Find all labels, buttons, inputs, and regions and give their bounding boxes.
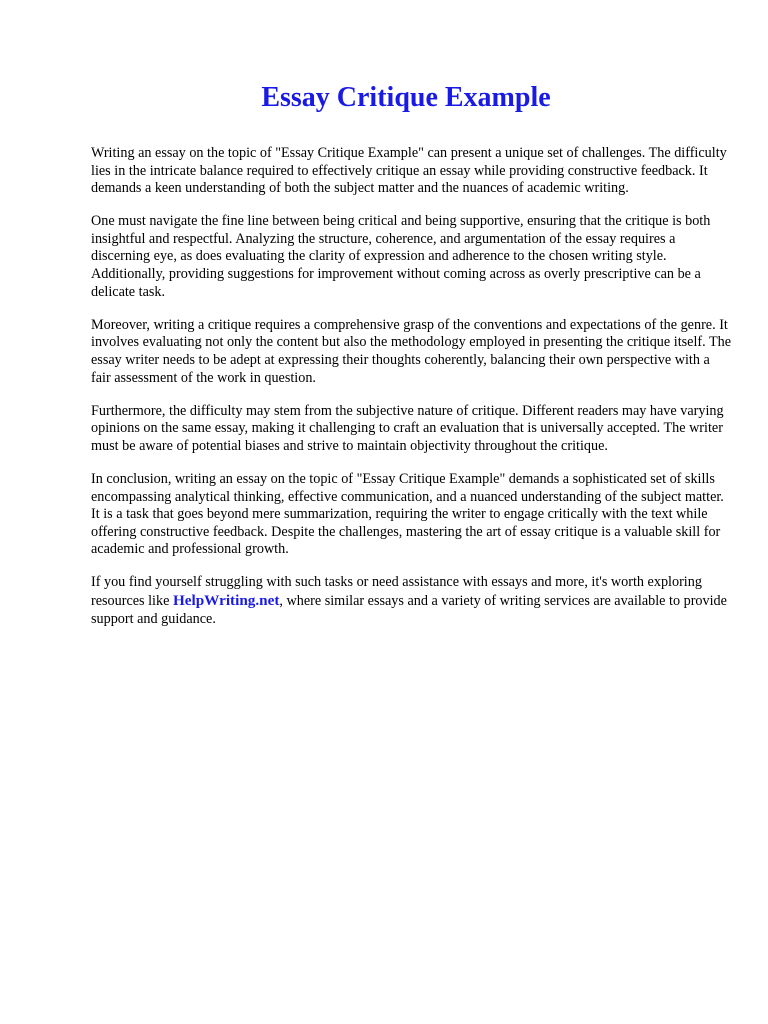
paragraph-1: Writing an essay on the topic of "Essay Critique Example" can present a unique set of challenges. The difficulty lies in the intricate balance required to effectively critique an essay while providing constructive feedback. It demands a keen understanding of both the subject matter and the nuances of academic writing. [91,145,727,197]
paragraph-4: Furthermore, the difficulty may stem from the subjective nature of critique. Different readers may have varying opinions on the same essay, making it challenging to craft an evaluation that is universally accepted. The writer must be aware of potential biases and strive to maintain objectivity throughout the critique. [91,402,724,454]
paragraph-2: One must navigate the fine line between being critical and being supportive, ensuring that the critique is both insightful and respectful. Analyzing the structure, coherence, and argumentation of the essay requires a discerning eye, as does evaluating the clarity of expression and adherence to the chosen writing style. Additionally, providing suggestions for improvement without coming across as overly prescriptive can be a delicate task. [91,213,711,300]
closing-text-before-link: If you find yourself struggling with such tasks or need assistance with essays and more, it's worth exploring resources like [91,574,702,609]
helpwriting-link[interactable]: HelpWriting.net [172,591,280,609]
paragraph-3: Moreover, writing a critique requires a comprehensive grasp of the conventions and expectations of the genre. It involves evaluating not only the content but also the methodology employed in presenting the critique itself. The essay writer needs to be adept at expressing their thoughts coherently, balancing their own perspective with a fair assessment of the work in question. [91,316,732,386]
closing-text-after-link: , where similar essays and a variety of writing services are available to provide support and guidance. [91,592,727,627]
closing-paragraph [91,574,731,628]
essay-body [91,145,731,644]
paragraph-5: In conclusion, writing an essay on the topic of "Essay Critique Example" demands a sophisticated set of skills encompassing analytical thinking, effective communication, and a nuanced understanding of the subject matter. It is a task that goes beyond mere summarization, requiring the writer to engage critically with the text while offering constructive feedback. Despite the challenges, mastering the art of essay critique is a valuable skill for academic and professional growth. [91,470,724,558]
page-title: Essay Critique Example [261,82,551,113]
